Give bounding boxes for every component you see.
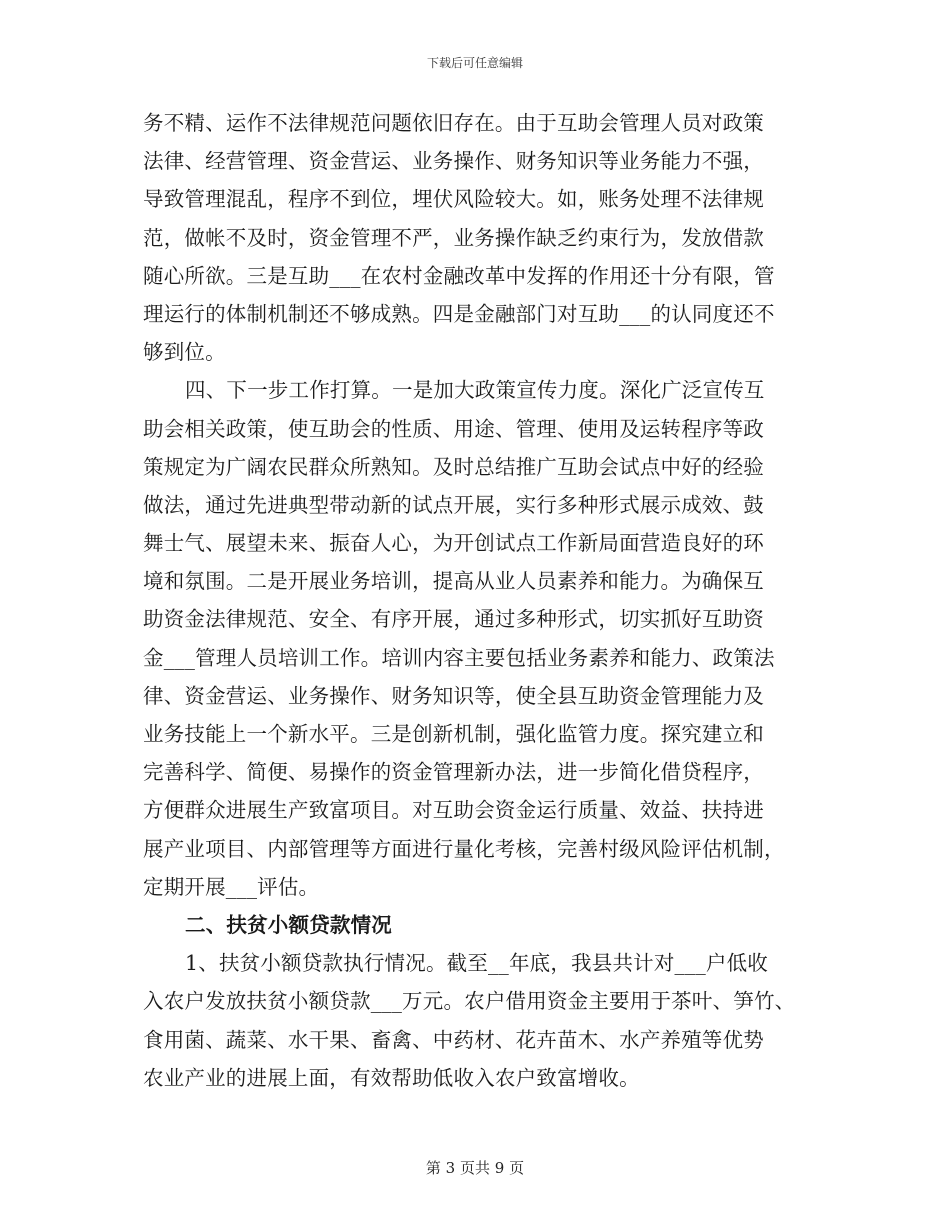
paragraph-start-line: 1、扶贫小额贷款执行情况。截至__年底，我县共计对___户低收 (185, 951, 768, 976)
body-line: 助会相关政策，使互助会的性质、用途、管理、使用及运转程序等政 (143, 416, 764, 441)
body-line: 策规定为广阔农民群众所熟知。及时总结推广互助会试点中好的经验 (143, 454, 764, 479)
document-body (143, 104, 815, 1097)
body-line: 理运行的体制机制还不够成熟。四是金融部门对互助___的认同度还不 (143, 301, 775, 326)
page-header: 下载后可任意编辑 (426, 56, 523, 70)
body-line: 金___管理人员培训工作。培训内容主要包括业务素养和能力、政策法 (143, 645, 775, 670)
body-line: 随心所欲。三是互助___在农村金融改革中发挥的作用还十分有限，管 (143, 263, 775, 288)
body-line: 境和氛围。二是开展业务培训，提高从业人员素养和能力。为确保互 (143, 569, 764, 594)
body-line: 舞士气、展望未来、振奋人心，为开创试点工作新局面营造良好的环 (143, 531, 764, 556)
body-line: 务不精、运作不法律规范问题依旧存在。由于互助会管理人员对政策 (143, 111, 764, 135)
body-line: 完善科学、简便、易操作的资金管理新办法，进一步简化借贷程序， (143, 760, 764, 785)
body-line: 入农户发放扶贫小额贷款___万元。农户借用资金主要用于茶叶、笋竹、 (143, 989, 796, 1014)
body-line: 法律、经营管理、资金营运、业务操作、财务知识等业务能力不强， (143, 149, 764, 174)
body-line: 律、资金营运、业务操作、财务知识等，使全县互助资金管理能力及 (143, 683, 764, 708)
body-line: 食用菌、蔬菜、水干果、畜禽、中药材、花卉苗木、水产养殖等优势 (143, 1027, 764, 1052)
body-line: 方便群众进展生产致富项目。对互助会资金运行质量、效益、扶持进 (143, 798, 764, 823)
paragraph-start-line: 四、下一步工作打算。一是加大政策宣传力度。深化广泛宣传互 (185, 378, 765, 403)
section-heading: 二、扶贫小额贷款情况 (185, 912, 392, 937)
body-line: 够到位。 (143, 340, 226, 365)
body-line: 做法，通过先进典型带动新的试点开展，实行多种形式展示成效、鼓 (143, 492, 764, 517)
body-line: 农业产业的进展上面，有效帮助低收入农户致富增收。 (143, 1065, 640, 1090)
page-number: 第 3 页共 9 页 (425, 1159, 525, 1177)
body-line: 定期开展___评估。 (143, 874, 320, 899)
body-line: 展产业项目、内部管理等方面进行量化考核，完善村级风险评估机制， (143, 836, 785, 861)
body-line: 业务技能上一个新水平。三是创新机制，强化监管力度。探究建立和 (143, 722, 764, 746)
body-line: 助资金法律规范、安全、有序开展，通过多种形式，切实抓好互助资 (143, 607, 764, 632)
body-line: 范，做帐不及时，资金管理不严，业务操作缺乏约束行为，发放借款 (143, 225, 764, 250)
body-line: 导致管理混乱，程序不到位，埋伏风险较大。如，账务处理不法律规 (143, 187, 764, 212)
